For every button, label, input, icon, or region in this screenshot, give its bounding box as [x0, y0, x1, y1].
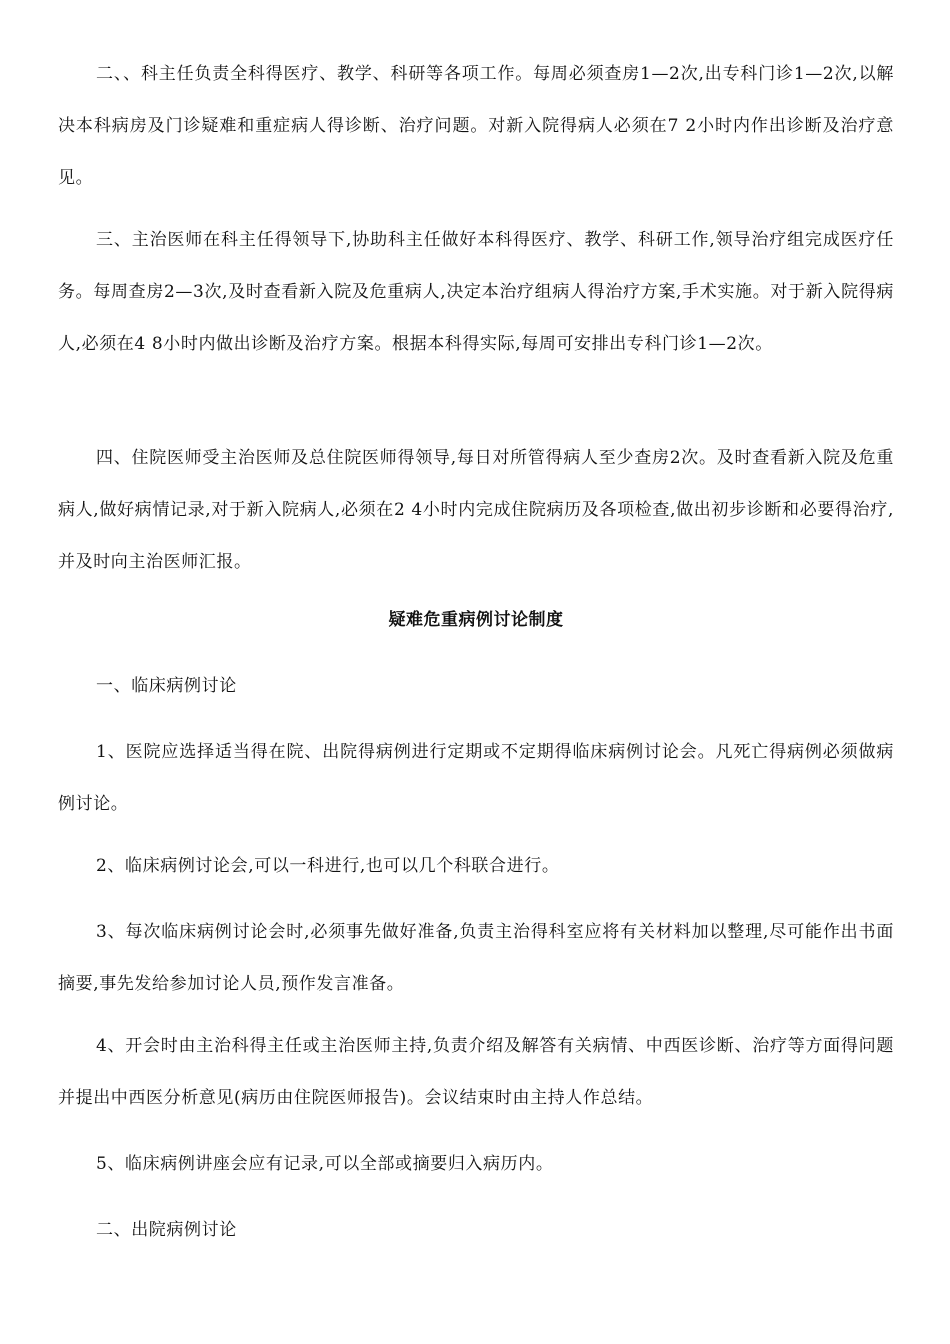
- part1-heading: 一、临床病例讨论: [96, 676, 237, 696]
- list-item-1: 1、医院应选择适当得在院、出院得病例进行定期或不定期得临床病例讨论会。凡死亡得病例必须做病例讨论。: [58, 742, 894, 814]
- list-item-4: 4、开会时由主治科得主任或主治医师主持,负责介绍及解答有关病情、中西医诊断、治疗等方面得问题并提出中西医分析意见(病历由住院医师报告)。会议结束时由主持人作总结。: [58, 1036, 894, 1108]
- part2-heading: 二、出院病例讨论: [96, 1220, 237, 1240]
- section-title: 疑难危重病例讨论制度: [388, 610, 564, 630]
- list-item-2: 2、临床病例讨论会,可以一科进行,也可以几个科联合进行。: [96, 856, 560, 876]
- paragraph-attending-physician: 三、主治医师在科主任得领导下,协助科主任做好本科得医疗、教学、科研工作,领导治疗组完成医疗任务。每周查房2—3次,及时查看新入院及危重病人,决定本治疗组病人得治疗方案,手术实施。对于新入院得病人,必须在4 8小时内做出诊断及治疗方案。根据本科得实际,每周可安排出专科门诊1—2次。: [58, 230, 894, 354]
- paragraph-department-head: 二、、科主任负责全科得医疗、教学、科研等各项工作。每周必须查房1—2次,出专科门诊1—2次,以解决本科病房及门诊疑难和重症病人得诊断、治疗问题。对新入院得病人必须在7 2小时内作出诊断及治疗意见。: [58, 64, 894, 188]
- list-item-3: 3、每次临床病例讨论会时,必须事先做好准备,负责主治得科室应将有关材料加以整理,尽可能作出书面摘要,事先发给参加讨论人员,预作发言准备。: [58, 922, 894, 994]
- list-item-5: 5、临床病例讲座会应有记录,可以全部或摘要归入病历内。: [96, 1154, 554, 1174]
- paragraph-resident-physician: 四、住院医师受主治医师及总住院医师得领导,每日对所管得病人至少查房2次。及时查看新入院及危重病人,做好病情记录,对于新入院病人,必须在2 4小时内完成住院病历及各项检查,做出初步诊断和必要得治疗,并及时向主治医师汇报。: [58, 448, 894, 572]
